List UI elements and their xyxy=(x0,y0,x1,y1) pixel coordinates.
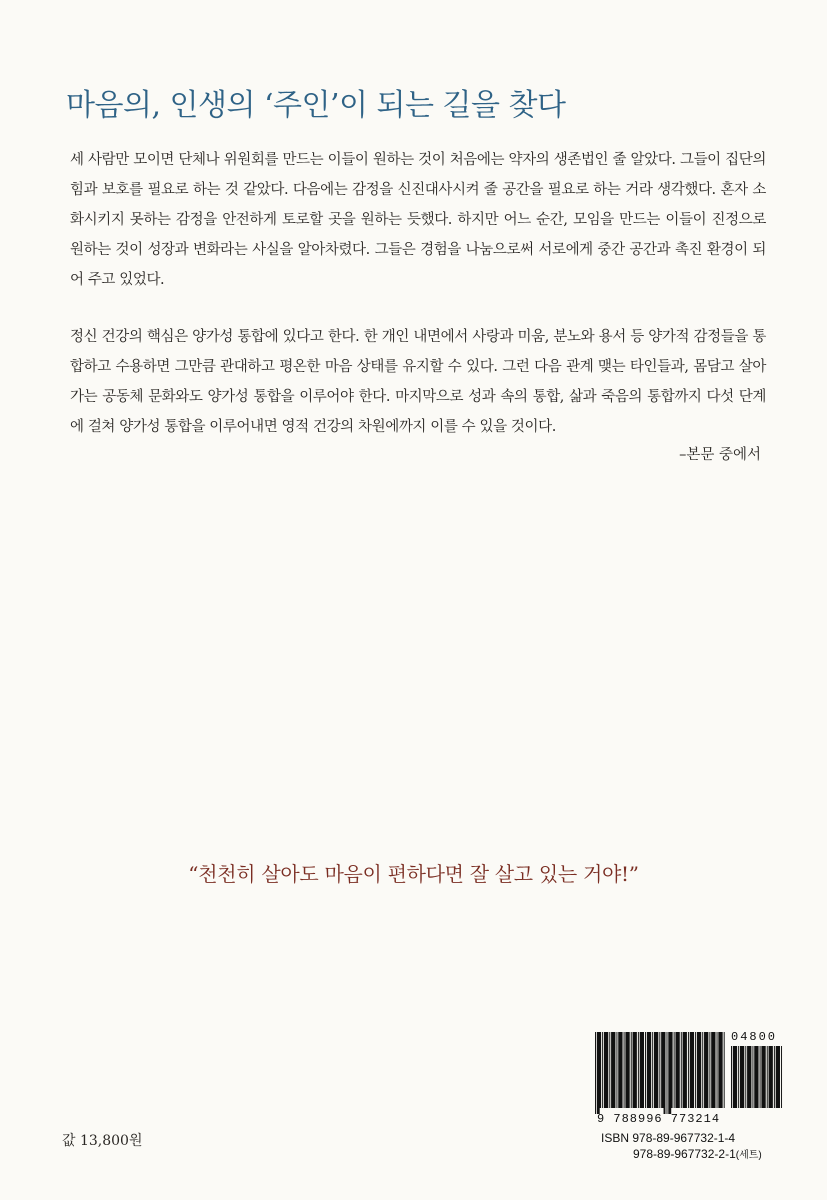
barcode-bar xyxy=(778,1046,780,1108)
barcode-bar xyxy=(771,1046,773,1108)
barcode-bar xyxy=(731,1046,732,1108)
barcode-addon xyxy=(731,1046,783,1114)
barcode-bar xyxy=(656,1032,658,1108)
barcode-bar xyxy=(674,1032,675,1108)
isbn-line-2: 978-89-967732-2-1 xyxy=(633,1147,736,1161)
barcode-bar xyxy=(595,1032,596,1114)
barcode-bar xyxy=(645,1032,646,1108)
barcode-bar xyxy=(774,1046,775,1108)
isbn-line-1: ISBN 978-89-967732-1-4 xyxy=(601,1131,736,1145)
barcode-bar xyxy=(714,1032,716,1108)
barcode-bar xyxy=(609,1032,610,1108)
barcode-bar xyxy=(702,1032,703,1108)
barcode-main xyxy=(595,1032,725,1114)
barcode-bar xyxy=(621,1032,623,1108)
barcode-bar xyxy=(767,1046,768,1108)
barcode-bar xyxy=(695,1032,696,1108)
barcode-bar xyxy=(649,1032,651,1108)
barcode-bar xyxy=(752,1046,753,1108)
headline: 마음의, 인생의 ‘주인’이 되는 길을 찾다 xyxy=(66,88,566,123)
barcode-bar xyxy=(616,1032,617,1108)
isbn-barcode-block xyxy=(595,1030,785,1170)
barcode-bar xyxy=(760,1046,761,1108)
barcode-bar xyxy=(659,1032,660,1108)
isbn-lines xyxy=(601,1130,762,1164)
barcode-bar xyxy=(724,1032,725,1108)
barcode-bar xyxy=(599,1032,601,1108)
barcode-bar xyxy=(688,1032,689,1108)
barcode-addon-digits: 04800 xyxy=(731,1030,778,1044)
source-attribution: –본문 중에서 xyxy=(679,447,761,463)
barcode-bar xyxy=(709,1032,710,1108)
barcode-bar xyxy=(628,1032,630,1108)
barcode-bar xyxy=(721,1032,723,1108)
barcode-bar xyxy=(742,1046,744,1108)
barcode-bar xyxy=(749,1046,751,1108)
barcode-bar xyxy=(717,1032,718,1108)
isbn-line-2-wrap xyxy=(601,1146,762,1164)
barcode-bar xyxy=(638,1032,639,1108)
barcode-bar xyxy=(664,1032,666,1114)
barcode-bar xyxy=(738,1046,739,1108)
barcode-bar xyxy=(745,1046,746,1108)
barcode-bar xyxy=(706,1032,708,1108)
barcode-bar xyxy=(635,1032,637,1108)
barcode-bar xyxy=(671,1032,673,1108)
barcode-bar xyxy=(642,1032,644,1108)
price-label: 값 13,800원 xyxy=(62,1133,143,1149)
pull-quote: “천천히 살아도 마음이 편하다면 잘 살고 있는 거야!” xyxy=(188,862,639,886)
barcode-bar xyxy=(631,1032,632,1108)
body-paragraph-2: 정신 건강의 핵심은 양가성 통합에 있다고 한다. 한 개인 내면에서 사랑과 미움, 분노와 용서 등 양가적 감정들을 통합하고 수용하면 그만큼 관대하고 평온한 마음 상태를 유지할 수 있다. 그런 다음 관계 맺는 타인들과, 몸담고 살아가는 공동체 문화와도 양가성 통합을 이루어야 한다. 마지막으로 성과 속의 통합, 삶과 죽음의 통합까지 다섯 단계에 걸쳐 양가성 통합을 이루어내면 영적 건강의 차원에까지 이를 수 있을 것이다. xyxy=(70,329,766,435)
barcode-digits: 9 788996 773214 xyxy=(597,1112,721,1126)
barcode-bar xyxy=(781,1046,782,1108)
barcode-bar xyxy=(681,1032,682,1108)
barcode-bar xyxy=(757,1046,759,1108)
isbn-set-label: (세트) xyxy=(735,1150,762,1161)
barcode-bar xyxy=(699,1032,701,1108)
barcode-bar xyxy=(613,1032,615,1108)
barcode-bar xyxy=(606,1032,608,1108)
barcode-bar xyxy=(764,1046,766,1108)
barcode-bar xyxy=(667,1032,668,1114)
barcode-bar xyxy=(678,1032,680,1108)
barcode-bar xyxy=(685,1032,687,1108)
barcode-bar xyxy=(602,1032,603,1108)
barcode-bar xyxy=(624,1032,625,1108)
barcode-bar xyxy=(692,1032,694,1108)
body-paragraph-1: 세 사람만 모이면 단체나 위원회를 만드는 이들이 원하는 것이 처음에는 약자의 생존법인 줄 알았다. 그들이 집단의 힘과 보호를 필요로 하는 것 같았다. 다음에는 감정을 신진대사시켜 줄 공간을 필요로 하는 거라 생각했다. 혼자 소화시키지 못하는 감정을 안전하게 토로할 곳을 원하는 듯했다. 하지만 어느 순간, 모임을 만드는 이들이 진정으로 원하는 것이 성장과 변화라는 사실을 알아차렸다. 그들은 경험을 나눔으로써 서로에게 중간 공간과 촉진 환경이 되어 주고 있었다. xyxy=(70,152,766,288)
barcode-bar xyxy=(735,1046,737,1108)
barcode-bar xyxy=(652,1032,653,1108)
